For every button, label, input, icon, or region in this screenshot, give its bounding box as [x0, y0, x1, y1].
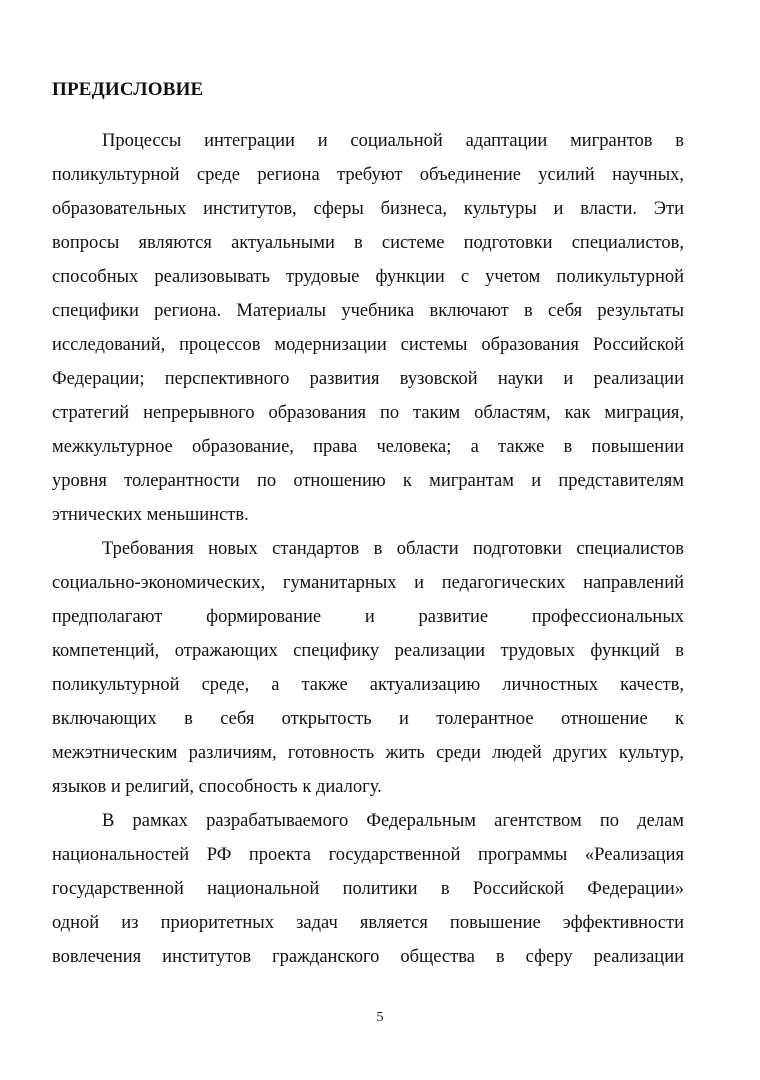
text-line: способных реализовывать трудовые функции с учетом поликультурной [52, 267, 684, 287]
text-line: этнических меньшинств. [52, 505, 249, 525]
text-line: вовлечения институтов гражданского общества в сферу реализации [52, 947, 684, 967]
text-line: вопросы являются актуальными в системе подготовки специалистов, [52, 233, 684, 253]
text-line: Процессы интеграции и социальной адаптации мигрантов в [102, 131, 684, 151]
paragraph [52, 124, 684, 532]
text-line: включающих в себя открытость и толерантное отношение к [52, 709, 684, 729]
text-line: Федерации; перспективного развития вузовской науки и реализации [52, 369, 684, 389]
text-line: государственной национальной политики в Российской Федерации» [52, 879, 684, 899]
text-line: социально-экономических, гуманитарных и педагогических направлений [52, 573, 684, 593]
text-line: межэтническим различиям, готовность жить среди людей других культур, [52, 743, 684, 763]
text-line: языков и религий, способность к диалогу. [52, 777, 382, 797]
page-number: 5 [376, 1010, 384, 1025]
text-line: стратегий непрерывного образования по таким областям, как миграция, [52, 403, 684, 423]
text-line: поликультурной среде, а также актуализацию личностных качеств, [52, 675, 684, 695]
text-line: исследований, процессов модернизации системы образования Российской [52, 335, 684, 355]
text-line: компетенций, отражающих специфику реализации трудовых функций в [52, 641, 684, 661]
section-heading: ПРЕДИСЛОВИЕ [52, 79, 204, 100]
text-line: одной из приоритетных задач является повышение эффективности [52, 913, 684, 933]
text-line: национальностей РФ проекта государственной программы «Реализация [52, 845, 684, 865]
paragraph [52, 804, 684, 974]
text-line: специфики региона. Материалы учебника включают в себя результаты [52, 301, 684, 321]
text-line: уровня толерантности по отношению к мигрантам и представителям [52, 471, 684, 491]
text-line: В рамках разрабатываемого Федеральным агентством по делам [102, 811, 684, 831]
text-line: межкультурное образование, права человека; а также в повышении [52, 437, 684, 457]
text-line: образовательных институтов, сферы бизнеса, культуры и власти. Эти [52, 199, 684, 219]
paragraph [52, 532, 684, 804]
body-text [52, 124, 684, 974]
text-line: предполагают формирование и развитие профессиональных [52, 607, 684, 627]
text-line: поликультурной среде региона требуют объединение усилий научных, [52, 165, 684, 185]
text-line: Требования новых стандартов в области подготовки специалистов [102, 539, 684, 559]
